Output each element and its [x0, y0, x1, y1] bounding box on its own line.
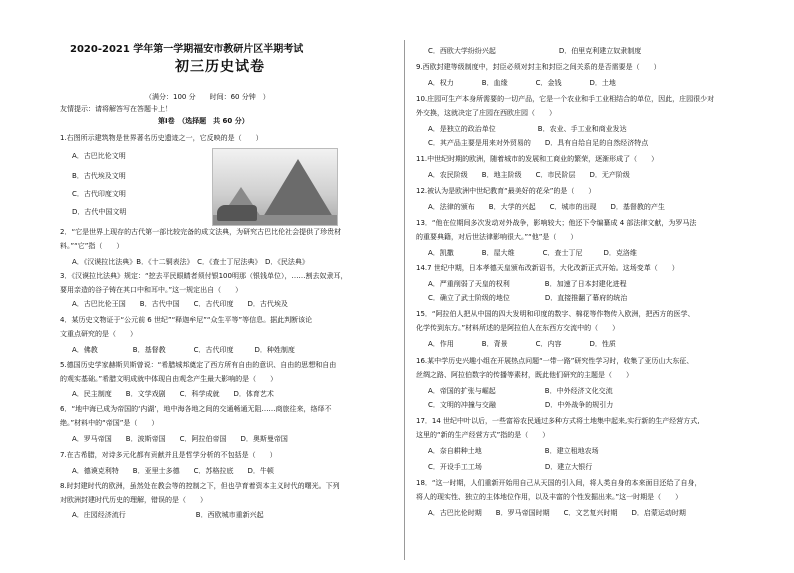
- question-line: 11.中世纪时期的欧洲，随着城市的发展和工商业的繁荣，逐渐形成了（ ）: [416, 155, 659, 163]
- right-column: [416, 0, 751, 573]
- question-line: D．古代中国文明: [72, 208, 127, 216]
- question-line: A．农民阶级 B．地主阶级 C．市民阶层 D．无产阶级: [428, 171, 630, 179]
- question-line: A．凯撒 B．屋大维 C．查士丁尼 D．克洛维: [428, 249, 637, 257]
- question-line: A．古巴比伦文明: [72, 152, 126, 160]
- question-line: 7.在古希腊，对诗多元化都有贡献并且是哲学分析的不包括是（ ）: [60, 451, 277, 459]
- question-line: A．庄园经济流行 B．西欧城市重新兴起: [72, 511, 264, 519]
- pyramid-sphinx-photo: [212, 148, 338, 226]
- question-line: 5.德国历史学家赫斯贝斯曾说：“希腊城邦奠定了西方所有自由的意识、自由的思想和自由: [60, 361, 337, 369]
- question-line: 8.时封建时代的欧洲，虽然处在教会等的控制之下，但也孕育着资本主义时代的曙光。下列: [60, 482, 340, 490]
- question-line: 10.庄园可生产本身所需要的一切产品，它是一个农业和手工业相结合的单位，因此，庄园很少对: [416, 95, 715, 103]
- question-line: 绝。”材料中的“帝国”是（ ）: [60, 419, 159, 427]
- question-line: 18．“这一时期，人们重新开始用自己从天国的引入间，将人类自身的本来面目还给了自身，: [416, 479, 702, 487]
- question-line: A．帝国的扩张与崛起 B．中外经济文化交流: [428, 387, 613, 395]
- question-line: A．法律的颁布 B．大学的兴起 C．城市的出现 D．基督教的产生: [428, 203, 665, 211]
- question-line: C．文明的冲撞与交融 D．中外战争的规引力: [428, 401, 614, 409]
- pyramid-shape: [263, 159, 333, 217]
- question-line: 15．“阿拉伯人把从中国的四大发明和印度的数字、棉花等作物传入欧洲，把西方的医学、: [416, 310, 695, 318]
- question-line: A．权力 B．血缘 C．金钱 D．土地: [428, 79, 616, 87]
- question-line: 化学传到东方。”材料所述的是阿拉伯人在东西方交流中的（ ）: [416, 324, 620, 332]
- section-heading: 第Ⅰ卷 （选择题 共 60 分）: [158, 117, 249, 125]
- question-line: 料。”“它”指（ ）: [60, 242, 124, 250]
- question-line: 丝绸之路、阿拉伯数字的传播等素材，既此他们研究的主题是（ ）: [416, 371, 633, 379]
- question-line: 14.7 世纪中期，日本孝德天皇颁布改新诏书，大化改新正式开始。这场变革（ ）: [416, 264, 679, 272]
- question-line: 将人的现实性、独立的主体地位作用，以及丰富的个性发掘出来。”这一时期是（ ）: [416, 493, 683, 501]
- question-line: 外交换，这就决定了庄园在西欧庄园（ ）: [416, 109, 556, 117]
- question-line: A．古巴比伦时期 B．罗马帝国时期 C．文艺复兴时期 D．启蒙运动时期: [428, 509, 686, 517]
- question-line: 要用亲造的谷子铸在其口中和耳中。”这一规定出自（ ）: [60, 286, 243, 294]
- question-line: 13．“他在位期间多次发动对外战争，影响较大；他还下令编纂成 4 部法律文献，为罗马法: [416, 219, 697, 227]
- question-line: 17．14 世纪中叶以后，一些富裕农民通过多种方式将土地集中起来,实行新的生产经营方式,: [416, 417, 700, 425]
- question-line: 的观实基础。”希腊文明成就中体现自由观念产生最大影响的是（ ）: [60, 375, 278, 383]
- question-line: 3．《汉谟拉比法典》规定：“挖去平民眼睛者须付银100明那（银钱单位），……割去奴隶耳，: [60, 272, 348, 280]
- question-line: 4．某历史文物证于“公元前 6 世纪”“释迦牟尼”“众生平等”等信息。据此判断该论: [60, 316, 313, 324]
- question-line: B．古代埃及文明: [72, 172, 126, 180]
- question-line: A．罗马帝国 B．波斯帝国 C．阿拉伯帝国 D．奥斯曼帝国: [72, 435, 288, 443]
- exam-meta: （满分：100 分 时间：60 分钟 ）: [145, 93, 270, 101]
- question-line: C．开设手工工场 D．建立大银行: [428, 463, 593, 471]
- question-line: A．古巴比伦王国 B．古代中国 C．古代印度 D．古代埃及: [72, 300, 288, 308]
- question-line: C．其产品主要是用来对外贸易的 D．具有自给自足的自然经济特点: [428, 139, 649, 147]
- exam-title: 2020-2021 学年第一学期福安市教研片区半期考试: [70, 44, 304, 55]
- question-line: 16.某中学历史兴趣小组在开展热点问题“一带一路”研究性学习时，收集了亚历山大东征、: [416, 357, 694, 365]
- question-line: 1.右图所示建筑物是世界著名历史遗迹之一，它反映的是（ ）: [60, 134, 263, 142]
- question-line: 12.被认为是欧洲中世纪教育“最美好的花朵”的是（ ）: [416, 187, 596, 195]
- question-line: C．西欧大学纷纷兴起 D．伯里克利建立奴隶制度: [428, 47, 642, 55]
- question-line: 9.西欧封建等级制度中，封臣必须对封主和封臣之间关系的是否需要是（ ）: [416, 63, 661, 71]
- question-line: A．严重削弱了天皇的权利 B．加速了日本封建化进程: [428, 280, 627, 288]
- question-line: A．德谟克利特 B．亚里士多德 C．苏格拉底 D．牛顿: [72, 467, 274, 475]
- question-line: 文重点研究的是（ ）: [60, 330, 137, 338]
- question-line: A．是独立的政治单位 B．农业、手工业和商业发达: [428, 125, 627, 133]
- question-line: 对欧洲封建时代历史的理解，错误的是（ ）: [60, 496, 207, 504]
- exam-subtitle: 初三历史试卷: [175, 59, 265, 75]
- question-line: 这里的“新的生产经营方式”指的是（ ）: [416, 431, 550, 439]
- tip-text: 友情提示：请将解答写在答题卡上！: [60, 105, 172, 113]
- question-line: A．《汉谟拉比法典》B．《十二铜表法》 C．《查士丁尼法典》 D．《民法典》: [72, 258, 309, 266]
- left-column: [60, 0, 395, 573]
- question-line: 6．“地中海已成为帝国的‘内湖’，地中海各地之间的交通畅通无阻……商旅往来，络绎不: [60, 405, 332, 413]
- question-line: 的重要典籍，对后世法律影响很大。”“他”是（ ）: [416, 233, 578, 241]
- question-line: A．作用 B．背景 C．内容 D．性质: [428, 340, 616, 348]
- question-line: 2．“它是世界上现存的古代第一部比较完备的成文法典，为研究古巴比伦社会提供了珍贵材: [60, 228, 342, 236]
- question-line: A．佛教 B．基督教 C．古代印度 D．种姓制度: [72, 346, 295, 354]
- question-line: C．古代印度文明: [72, 190, 126, 198]
- column-divider: [404, 40, 405, 560]
- sphinx-shape: [217, 205, 257, 221]
- question-line: C．确立了武士阶级的地位 D．直接推翻了幕府的统治: [428, 294, 628, 302]
- question-line: A．民主制度 B．文学戏剧 C．科学成就 D．体育艺术: [72, 390, 274, 398]
- question-line: A．奈自耕种土地 B．建立租地农场: [428, 447, 599, 455]
